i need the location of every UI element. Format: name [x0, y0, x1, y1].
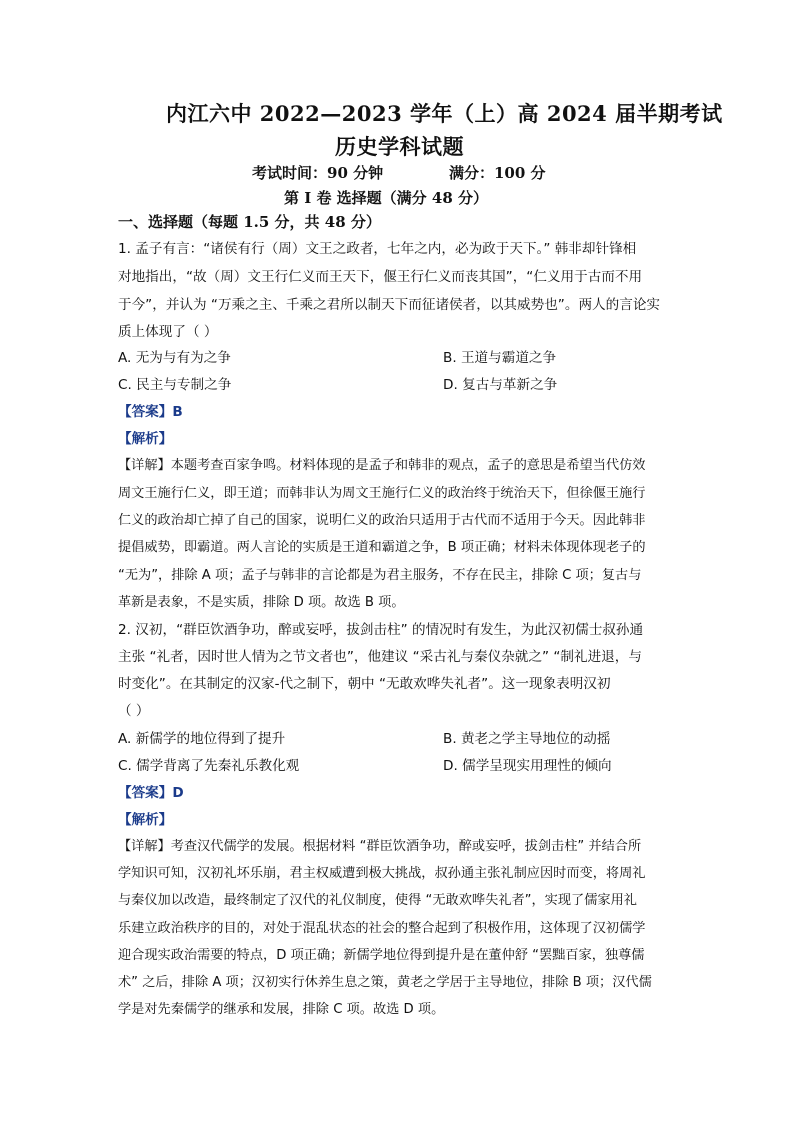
q1-detail-line: 【详解】本题考查百家争鸣。材料体现的是孟子和韩非的观点，孟子的意思是希望当代仿效 — [118, 458, 646, 473]
q1-detail-line: 革新是表象，不是实质，排除 D 项。故选 B 项。 — [118, 595, 405, 610]
q1-detail-line: 提倡威势，即霸道。两人言论的实质是王道和霸道之争，B 项正确；材料未体现体现老子的 — [118, 540, 646, 555]
q1-analysis-label: 【解析】 — [118, 431, 173, 447]
q2-detail-line: 乐建立政治秩序的目的，对处于混乱状态的社会的整合起到了积极作用，这体现了汉初儒学 — [118, 921, 646, 936]
q2-detail-line: 【详解】考查汉代儒学的发展。根据材料 “群臣饮酒争功，醉或妄呼，拔剑击柱” 并结合所 — [118, 839, 642, 854]
q1-option-c: C. 民主与专制之争 — [118, 377, 232, 393]
q2-detail-line: 术” 之后，排除 A 项；汉初实行休养生息之策，黄老之学居于主导地位，排除 B 项；汉代儒 — [118, 975, 652, 990]
q2-option-c: C. 儒学背离了先秦礼乐教化观 — [118, 758, 300, 774]
q2-line: （ ） — [118, 703, 150, 719]
q2-line: 2. 汉初，“群臣饮酒争功，醉或妄呼，拔剑击柱” 的情况时有发生，为此汉初儒士叔孙通 — [118, 622, 644, 638]
section-heading: 一、选择题（每题 1.5 分，共 48 分） — [118, 213, 381, 231]
q1-detail-line: 仁义的政治却亡掉了自己的国家，说明仁义的政治只适用于古代而不适用于今天。因此韩非 — [118, 513, 646, 528]
exam-time: 考试时间：90 分钟 — [252, 164, 384, 182]
q2-answer: 【答案】D — [118, 785, 184, 801]
q1-detail-line: “无为”，排除 A 项；孟子与韩非的言论都是为君主服务，不存在民主，排除 C 项；复古与 — [118, 568, 642, 583]
q1-line: 1. 孟子有言：“诸侯有行（周）文王之政者，七年之内，必为政于天下。” 韩非却针锋相 — [118, 241, 637, 257]
q1-option-b: B. 王道与霸道之争 — [443, 350, 557, 366]
q2-line: 主张 “礼者，因时世人情为之节文者也”，他建议 “采古礼与秦仪杂就之” “制礼进退，与 — [118, 649, 642, 665]
q1-detail-line: 周文王施行仁义，即王道；而韩非认为周文王施行仁义的政治终于统治天下，但徐偃王施行 — [118, 486, 646, 501]
volume-heading: 第 I 卷 选择题（满分 48 分） — [284, 189, 489, 207]
exam-title: 内江六中 2022—2023 学年（上）高 2024 届半期考试 — [166, 101, 723, 126]
q1-line: 对地指出，“故（周）文王行仁义而王天下，偃王行仁义而丧其国”，“仁义用于古而不用 — [118, 269, 643, 285]
q2-analysis-label: 【解析】 — [118, 812, 173, 828]
q1-line: 质上体现了（ ） — [118, 324, 218, 340]
q1-option-d: D. 复古与革新之争 — [443, 377, 558, 393]
q2-detail-line: 学知识可知，汉初礼坏乐崩，君主权威遭到极大挑战，叔孙通主张礼制应因时而变，将周礼 — [118, 866, 646, 881]
q2-detail-line: 迎合现实政治需要的特点，D 项正确；新儒学地位得到提升是在董仲舒 “罢黜百家，独尊儒 — [118, 948, 645, 963]
exam-score: 满分：100 分 — [449, 164, 546, 182]
q1-line: 于今”，并认为 “万乘之主、千乘之君所以制天下而征诸侯者，以其威势也”。两人的言论实 — [118, 297, 661, 313]
q2-option-a: A. 新儒学的地位得到了提升 — [118, 731, 286, 747]
subject-title: 历史学科试题 — [335, 134, 464, 159]
q1-answer: 【答案】B — [118, 404, 183, 420]
q2-detail-line: 学是对先秦儒学的继承和发展，排除 C 项。故选 D 项。 — [118, 1002, 445, 1017]
q2-line: 时变化”。在其制定的汉家-代之制下，朝中 “无敢欢哗失礼者”。这一现象表明汉初 — [118, 676, 611, 692]
q2-option-b: B. 黄老之学主导地位的动摇 — [443, 731, 611, 747]
q1-option-a: A. 无为与有为之争 — [118, 350, 231, 366]
q2-detail-line: 与秦仪加以改造，最终制定了汉代的礼仪制度，使得 “无敢欢哗失礼者”，实现了儒家用礼 — [118, 893, 637, 908]
q2-option-d: D. 儒学呈现实用理性的倾向 — [443, 758, 612, 774]
